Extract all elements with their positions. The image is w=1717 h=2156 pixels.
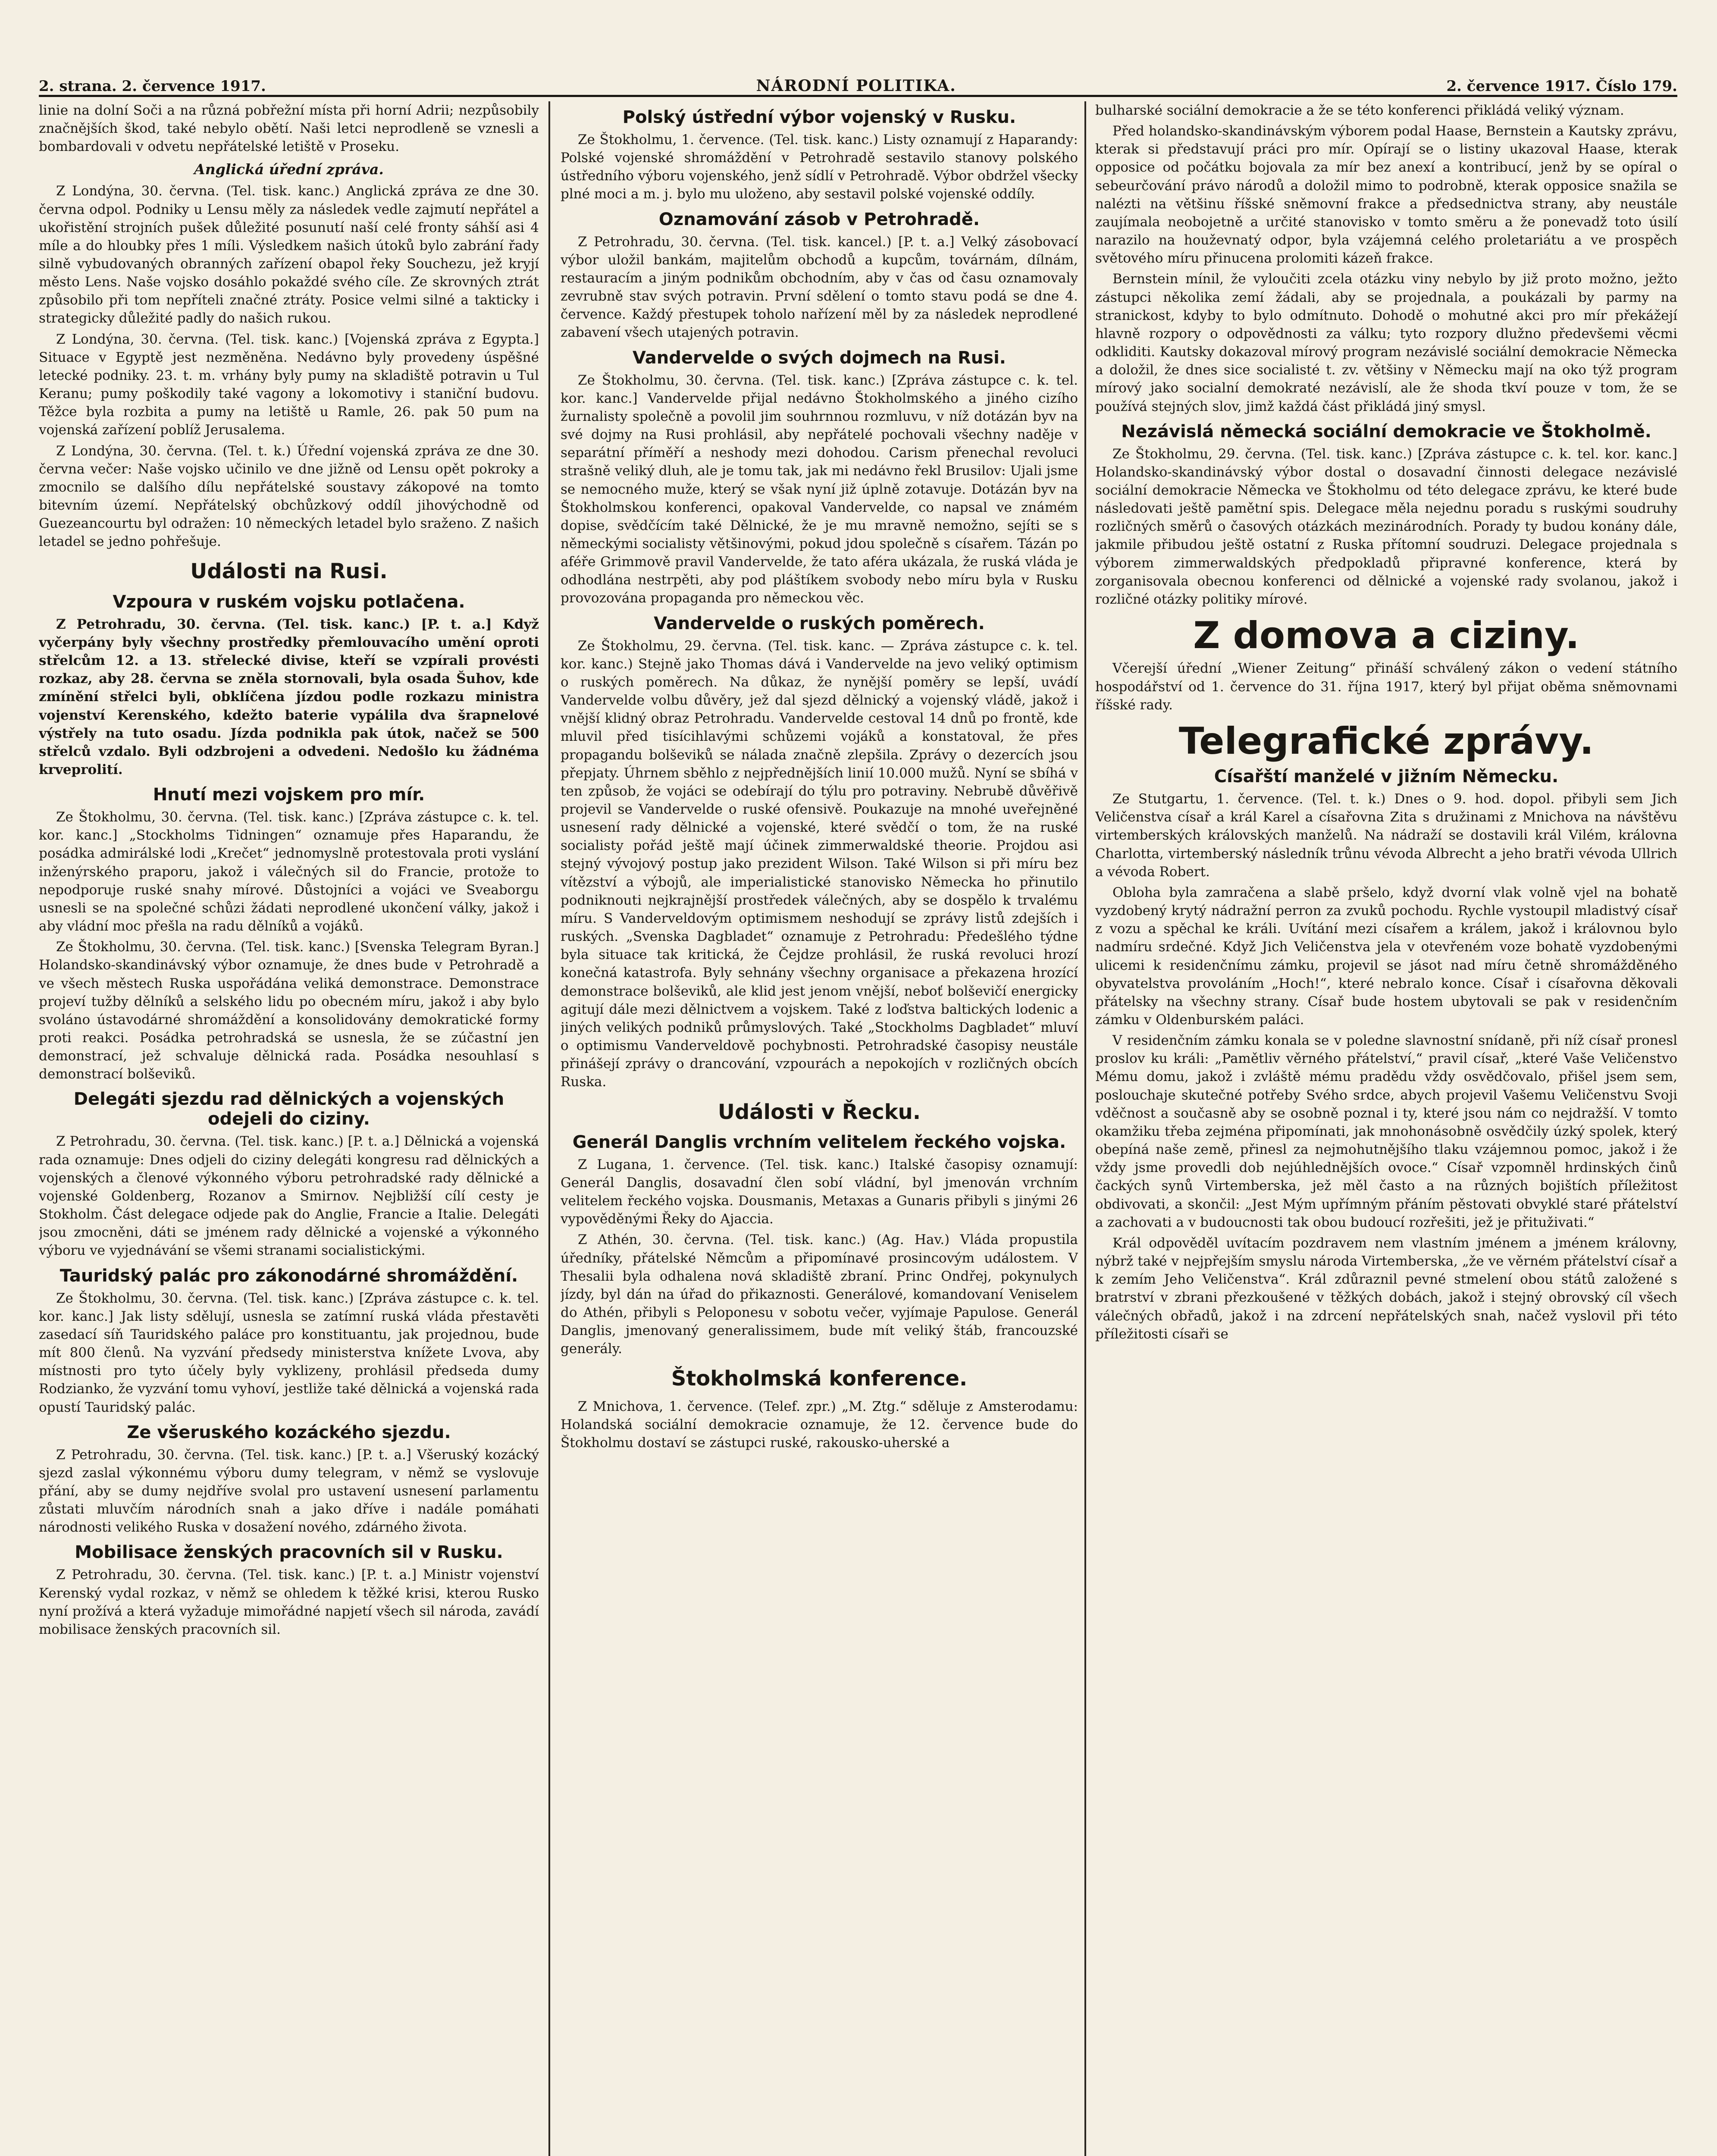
article-heading: Mobilisace ženských pracovních sil v Rusku. [75,1542,503,1563]
article-paragraph: Obloha byla zamračena a slabě pršelo, když dvorní vlak volně vjel na bohatě vyzdobený krytý nádražní perron za zvuků pochodu. Rychle vystoupil mladistvý císař z vozu a spěchal ke králi. Uvítání mezi císařem a králem, jakož i královnou bylo nadmíru srdečné. Když Jich Veličenstva jela v otevřeném voze bohatě vyzdobenými ulicemi k residenčnímu zámku, projevil se jásot nad míru četně shromážděného obyvatelstva provoláním „Hoch!“, které nebralo konce. Císař i císařovna děkovali přátelsky na všechny strany. Císař bude hostem ubytovali se pak v residenčním zámku v Oldenburském paláci. [1095,884,1677,1028]
section-heading: Anglická úřední zpráva. [194,161,384,178]
article-paragraph: bulharské sociální demokracie a že se této konferenci přikládá veliký význam. [1095,103,1624,118]
article-paragraph: V residenčním zámku konala se v poledne slavnostní snídaně, při níž císař pronesl proslov ku králi: „Pamětliv věrného přátelství,“ pravil císař, „které Vaše Veličenstvo Mému domu, jakož i zvláště mému pradědu vždy osvědčovalo, přišel jsem sem, poslouchaje skutečné potřeby Svého srdce, abych projevil Vašemu Veličenstvu Svoji vděčnost a současně aby se osobně poznal i ty, které jsou nám co nejdražší. V tomto okamžiku třeba zejména připomínati, jak mnohonásobně osvědčily úzký spolek, který obepíná naše země, přinesl za nejmohutnějšího tlaku vzájemnou pomoc, jakož i že vždy jsme provedli dob nejúhlednějších ovoce.“ Císař vzpomněl hrdinských činů čackých synů Virtemberska, jež měl často a na různých bojištích příležitost obdivovati, a skončil: „Jest Mým upřímným přáním pěstovati obvyklé staré přátelství a zachovati a v budoucnosti tak obou budoucí rozřešiti, jež je přituživati.“ [1095,1033,1677,1230]
article-paragraph: Z Petrohradu, 30. června. (Tel. tisk. kancel.) [P. t. a.] Velký zásobovací výbor uložil bankám, majitelům obchodů a kupcům, továrnám, dílnám, restauracím a jiným podnikům obchodním, aby v čas od času oznamovaly zevrubně stav svých potravin. První sdělení o tomto stavu podá se dne 4. července. Každý přestupek toholo nařízení měl by za následek neprodlené zabavení všech utajených potravin. [561,234,1078,341]
article-paragraph: Ze Štokholmu, 29. června. (Tel. tisk. kanc. — Zpráva zástupce c. k. tel. kor. kanc.) Stejně jako Thomas dává i Vandervelde na jevo veliký optimism o ruských poměrech. Na důkaz, že nynější poměry se lepší, uvádí Vandervelde volbu důvěry, jež dal sjezd dělnický a vojenský vládě, jakož i vnější klidný obraz Petrohradu. Vandervelde cestoval 14 dnů po frontě, kde mluvil před tisícihlavými schůzemi vojáků a konstatoval, že přes propagandu bolševiků se nálada značně zlepšila. Zprávy o dezercích jsou přepjaty. Úhrnem sběhlo z nejpřednějších linií 10.000 mužů. Nyní se sbíhá v ten způsob, že vojáci se odebírají do týlu pro potraviny. Nebrubě důvěřivě projevil se Vandervelde o ruské ofensivě. Poukazuje na mnohé uveřejněné usnesení rady dělnické a vojenské, které svědčí o tom, že na ruské socialisty pořád ještě mají účinek zimmerwaldské theorie. Projdou asi stejný vývojový postup jako prezident Wilson. Také Wilson si při míru bez vítězství a výbojů, ale imperialistické stanovisko Německa ho přinutilo podniknouti nejkrajnější prostředek válečných, aby se dospělo k trvalému míru. S Vanderveldovým optimismem neshodují se zprávy listů zdejších i ruských. „Svenska Dagbladet“ oznamuje z Petrohradu: Předešlého týdne byla situace tak kritická, že Čejdze prohlásil, že ruská revoluci hrozí konečná katastrofa. Byly sehnány všechny organisace a překazena hrozící demonstrace bolševiků, ale klid jest jenom vnější, neboť bolševičí energicky agitují dále mezi dělnictvem a vojskem. Také z loďstva baltických lodenic a jiných velikých podniků průmyslových. Také „Stockholms Dagbladet“ mluví o optimismu Vanderveldově pochybnosti. Petrohradské časopisy neustále přinášejí zprávy o drancování, vzpourách a nepokojích v rozličných obcích Ruska. [561,638,1078,1090]
article-paragraph: Z Petrohradu, 30. června. (Tel. tisk. kanc.) [P. t. a.] Všeruský kozácký sjezd zaslal výkonnému výboru dumy telegram, v němž se vyslovuje přání, aby se dumy nejdříve svolal pro ustavení usnesení parlamentu zůstati mluvčím národních snah a jako dříve i nadále pomáhati národnosti velikého Ruska v dosažení nového, zdárného života. [39,1447,539,1536]
article-paragraph: Z Londýna, 30. června. (Tel. tisk. kanc.) [Vojenská zpráva z Egypta.] Situace v Egyptě jest nezměněna. Nedávno byly provedeny úspěšné letecké podniky. 23. t. m. vrhány byly pumy na skladiště potravin u Tul Keranu; pumy poškodily také vagony a lokomotivy i staniční budovu. Těžce byla rozbita a pumy na letiště u Ramle, 26. pak 50 pum na vojenská zařízení poblíž Jerusalema. [39,331,539,438]
article-heading: Delegáti sjezdu rad dělnických a vojenských odejeli do ciziny. [73,1089,504,1129]
section-heading: Události na Rusi. [190,559,388,584]
column-rule [1084,101,1086,2156]
column-1 [39,101,539,2156]
article-paragraph: Z Mnichova, 1. července. (Telef. zpr.) „M. Ztg.“ sděluje z Amsterodamu: Holandská sociální demokracie oznamuje, že 12. července bude do Štokholmu dostaví se zástupci ruské, rakousko-uherské a [561,1398,1078,1451]
masthead-left: 2. strana. 2. července 1917. [39,78,266,95]
article-paragraph: Král odpověděl uvítacím pozdravem nem vlastním jménem a jménem královny, nýbrž také v nejpřejším smyslu národa Virtemberska, „že ve věrném přátelství císař a k zemím Jeho Veličenstva“. Král zdůraznil pevné stmelení obou států založené s bratrství v zbrani přezkoušené v těžkých dobách, jakož i stejný obrovský cíl všech válečných obřadů, jakož i na zdrcení nepřátelských snah, načež vyslovil při této příležitosti císaři se [1095,1235,1677,1342]
article-paragraph: Ze Stutgartu, 1. července. (Tel. t. k.) Dnes o 9. hod. dopol. přibyli sem Jich Veličenstva císař a král Karel a císařovna Zita s družinami z Mnichova na návštěvu virtemberských královských manželů. Na nádraží se dostavili král Vilém, královna Charlotta, virtemberský následník trůnu vévoda Albrecht a jeho bratři vévoda Ullrich a vévoda Robert. [1095,791,1677,880]
section-heading: Telegrafické zprávy. [1178,719,1594,763]
column-3 [1095,101,1677,2156]
article-paragraph: Ze Štokholmu, 29. června. (Tel. tisk. kanc.) [Zpráva zástupce c. k. tel. kor. kanc.] Holandsko-skandinávský výbor dostal o dosavadní činnosti delegace nezávislé sociální demokracie Německa ve Štokholmu od této delegace zprávu, ke které bude následovati ještě pamětní spis. Delegace měla nejednu poradu s ruskými soudruhy rozličných směrů o časových otázkách mezinárodních. Porady ty budou konány dále, jakmile přibudou ještě ostatní z Ruska přítomní soudruzi. Delegace projednala s výborem zimmerwaldských předpokladů připravné konference, která by zorganisovala obecnou konferenci od dělnické a vojenské rady svolanou, jakož i rozličné otázky politiky mírové. [1095,446,1677,607]
article-paragraph: Z Athén, 30. června. (Tel. tisk. kanc.) (Ag. Hav.) Vláda propustila úředníky, přátelské Němcům a připomínavé prosincovým událostem. V Thesalii byla odhalena nová skladiště zbraní. Princ Ondřej, pokynulych jízdy, byl dán na úřad do přikaznosti. Generálové, komandovaní Veniselem do Athén, přibyli s Peloponesu v sobotu večer, vyjímaje Papulose. Generál Danglis, jmenovaný generalissimem, bude mít veliký štáb, francouzské generály. [561,1232,1078,1357]
article-paragraph: Ze Štokholmu, 30. června. (Tel. tisk. kanc.) [Zpráva zástupce c. k. tel. kor. kanc.] „Stockholms Tidningen“ oznamuje přes Haparandu, že posádka admirálské lodi „Krečet“ jednomyslně protestovala proti vyslání inženýrského praporu, jakož i válečných sil do Francie, protože to nepodporuje ruské snahy mírové. Důstojníci a vojáci ve Sveaborgu usnesli se na společné schůzi žádati neprodlené ukončení války, jakož i aby vládní moc přešla na radu dělníků a vojáků. [39,809,539,934]
article-paragraph: Ze Štokholmu, 1. července. (Tel. tisk. kanc.) Listy oznamují z Haparandy: Polské vojenské shromáždění v Petrohradě sestavilo stanovy polského ústředního výboru vojenského, jenž sídlí v Petrohradě. Výbor obdržel všecky plné moci a m. j. bylo mu uloženo, aby sestavil polské vojenské oddíly. [561,132,1078,202]
article-heading: Nezávislá německá sociální demokracie ve Štokholmě. [1121,421,1651,442]
article-paragraph: Bernstein mínil, že vyloučiti zcela otázku viny nebylo by již proto možno, ježto zástupci několika zemí žádali, aby se projednala, a poukázali by parmy na stranickost, kdyby to bylo odmítnuto. Dohodě o mohutné akci pro mír překážejí hlavně rozpory o odpovědnosti za válku; tyto rozpory dlužno předevšemi věcmi odkliditi. Kautsky dokazoval mírový program nezávislé sociální demokracie Německa a doložil, že dnes sice socialisté t. zv. většiny v Německu mají na oko týž program mírový jako socialní demokraté nezávislí, ale že shoda tkví pouze v tom, že se používá stejných slov, jimž každá část přikládá jiný smysl. [1095,271,1677,414]
article-paragraph: Před holandsko-skandinávským výborem podal Haase, Bernstein a Kautsky zprávu, kterak si představují práci pro mír. Opírají se o listiny ukazoval Haase, kterak opposice od počátku bojovala za mír bez anexí a kontribucí, jenž by se opíral o sebeurčování právo národů a doložil mimo to podrobně, kterak opposice snažila se nalézti na většinu říšské sněmovní frakce a předsednictva strany, aby neustále zaujímala neobojetně a určité stanovisko v tomto směru a že ponevadž toto úsilí narazilo na houževnatý odpor, byla vzájemná celého proletariátu a ve prospěch světového míru přinucena prolomiti kázeň frakce. [1095,123,1677,266]
masthead-right: 2. července 1917. Číslo 179. [1446,78,1677,95]
article-paragraph: Z Petrohradu, 30. června. (Tel. tisk. kanc.) [P. t. a.] Dělnická a vojenská rada oznamuje: Dnes odjeli do ciziny delegáti kongresu rad dělnických a vojenských a členové výkonného výboru petrohradské rady dělnické a vojenské Goldenberg, Rozanov a Smirnov. Nejbližší cílí cesty je Stokholm. Část delegace odjede pak do Anglie, Francie a Italie. Delegáti jsou zmocněni, dáti se jménem rady dělnické a vojenské a výkonného výboru ve vyjednávání se všemi stranami socialistickými. [39,1134,539,1259]
article-heading: Vandervelde o svých dojmech na Rusi. [633,348,1006,368]
article-paragraph: Ze Štokholmu, 30. června. (Tel. tisk. kanc.) [Zpráva zástupce c. k. tel. kor. kanc.] Vandervelde přijal nedávno Štokholmského a jiného cizího žurnalisty společně a povolil jim souhrnnou rozmluvu, v níž dotázán byv na své dojmy na Rusi prohlásil, aby nepřátelé pochovali všechny naděje v separátní příměří a neshody mezi dohodou. Carism přenechal revoluci strašně veliký dluh, ale je tomu tak, jak mi nedávno řekl Brusilov: Ujali jsme se nemocného muže, který se však nyní již úplně zotavuje. Dotázán byv na Štokholmskou konferenci, opakoval Vandervelde, co napsal ve známém dopise, svědčícím také Dělnické, že je mu mravně nemožno, sejíti se s německými socialisty většinovými, pokud jdou společně s císařem. Tázán po aféře Grimmově pravil Vandervelde, že tato aféra ukázala, že ruská vláda je odhodlána nestrpěti, aby pod pláštíkem svobody nebo míru byla v Rusku provozována propaganda pro německou věc. [561,372,1078,606]
column-2 [561,101,1078,2156]
article-heading: Tauridský palác pro zákonodárné shromáždění. [60,1266,518,1286]
article-heading: Vzpoura v ruském vojsku potlačena. [113,592,465,612]
article-paragraph: Z Petrohradu, 30. června. (Tel. tisk. kanc.) [P. t. a.] Když vyčerpány byly všechny prostředky přemlouvacího umění oproti střelcům 12. a 13. střelecké divise, kteří se vzpírali provésti rozkaz, aby 28. června se zněla stornovali, byla osada Šuhov, kde zmínění střelci byli, obklíčena jízdou podle rozkazu ministra vojenství Kerenského, kdežto baterie vypálila dva šrapnelové výstřely na tuto osadu. Jízda podnikla pak útok, načež se 500 střelců vzdalo. Byli odzbrojeni a odvedeni. Nedošlo ku žádnéma krveprolití. [39,616,539,777]
section-heading: Štokholmská konference. [671,1366,968,1391]
article-paragraph: linie na dolní Soči a na různá pobřežní místa při horní Adrii; nezpůsobily značnějších škod, také nebylo obětí. Naši letci neprodleně se vznesli a bombardovali v odvetu nepřátelské letiště v Proseku. [39,103,539,155]
article-paragraph: Z Petrohradu, 30. června. (Tel. tisk. kanc.) [P. t. a.] Ministr vojenství Kerenský vydal rozkaz, v němž se ohledem k těžké krisi, kterou Rusko nyní prožívá a která vyžaduje mimořádné napjetí všech sil národa, zavádí mobilisace ženských pracovních sil. [39,1567,539,1637]
article-heading: Hnutí mezi vojskem pro mír. [153,785,425,805]
masthead [39,65,1677,97]
article-paragraph: Z Londýna, 30. června. (Tel. t. k.) Úřední vojenská zpráva ze dne 30. června večer: Naše vojsko učinilo ve dne jižně od Lensu opět pokroky a zmocnilo se dalšího dílu nepřátelské soustavy zákopové na tomto bitevním území. Nepřátelský obchůzkový oddíl jihovýchodně od Guezeancourtu byl odražen: 10 německých letadel bylo sraženo. Z našich letadel se jedno pohřešuje. [39,443,539,550]
article-paragraph: Ze Štokholmu, 30. června. (Tel. tisk. kanc.) [Zpráva zástupce c. k. tel. kor. kanc.] Jak listy sdělují, usnesla se zatímní ruská vláda přestavěti zasedací síň Tauridského paláce pro konstituantu, jak projednou, bude mít 800 členů. Na vyzvání předsedy ministerstva knížete Lvova, aby místnosti pro tyto účely byly vyklizeny, prohlásil předseda dumy Rodzianko, že vyzvání tomu vyhoví, jestliže také dělnická a vojenská rada opustí Tauridský palác. [39,1290,539,1415]
article-heading: Oznamování zásob v Petrohradě. [658,209,980,229]
article-heading: Generál Danglis vrchním velitelem řeckého vojska. [572,1132,1066,1152]
article-paragraph: Z Londýna, 30. června. (Tel. tisk. kanc.) Anglická zpráva ze dne 30. června odpol. Podniky u Lensu měly za následek vedle zajmutí nepřátel a ukořistění strojních pušek důležité posunutí naší celé fronty sáhší asi 4 míle a do hloubky přes 1 míli. Výsledkem našich útoků bylo zabrání řady silně vybudovaných obranných zařízení obapol řeky Souchezu, jež kryjí město Lens. Naše vojsko dosáhlo pokaždé svého cíle. Ze skrovných ztrát způsobilo při tom nepříteli značné ztráty. Posice velmi silné a takticky i strategicky důležité padly do našich rukou. [39,183,539,326]
article-paragraph: Včerejší úřední „Wiener Zeitung“ přináší schválený zákon o vedení státního hospodářství od 1. července do 31. října 1917, který byl přijat oběma sněmovnami říšské rady. [1095,661,1677,713]
article-heading: Polský ústřední výbor vojenský v Rusku. [622,107,1016,127]
section-heading: Události v Řecku. [718,1100,921,1124]
article-heading: Vandervelde o ruských poměrech. [654,613,985,633]
masthead-title: NÁRODNÍ POLITIKA. [756,77,956,95]
article-paragraph: Ze Štokholmu, 30. června. (Tel. tisk. kanc.) [Svenska Telegram Byran.] Holandsko-skandinávský výbor oznamuje, že dnes bude v Petrohradě a ve všech městech Ruska uspořádána veliká demonstrace. Demonstrace projeví tužby dělníků a selského lidu po obecném míru, jakož i aby bylo svoláno ústavodárné shromáždění a konsolidovány demokratické formy proti reakci. Posádka petrohradská se usnesla, že se zúčastní jen demonstrací, jež schvaluje dělnická rada. Posádka nesouhlasí s demonstrací bolševiků. [39,939,539,1082]
article-paragraph: Z Lugana, 1. července. (Tel. tisk. kanc.) Italské časopisy oznamují: Generál Danglis, dosavadní člen sobí vládní, byl jmenován vrchním velitelem řeckého vojska. Dousmanis, Metaxas a Gunaris přibyli s jinými 26 vypověděnými Řeky do Ajaccia. [561,1156,1078,1227]
column-rule [548,101,550,2156]
article-heading: Císařští manželé v jižním Německu. [1214,767,1559,787]
article-heading: Ze všeruského kozáckého sjezdu. [127,1422,451,1442]
section-heading: Z domova a ciziny. [1193,614,1579,658]
